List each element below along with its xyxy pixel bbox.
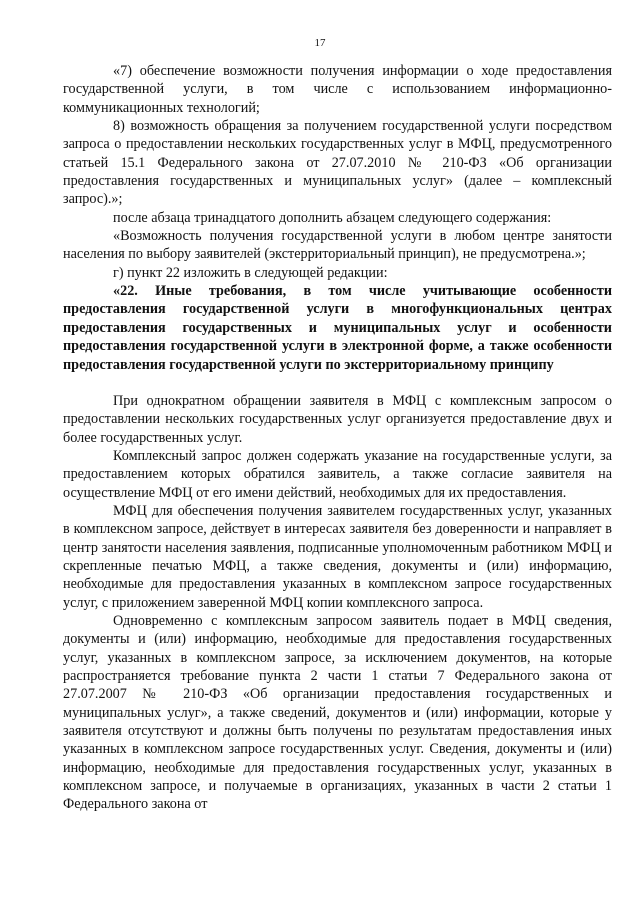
section-heading: «22. Иные требования, в том числе учитывающие особенности предоставления государственной услуги в многофункциональных центрах предоставления государственных и муниципальных услуг и особенности предоставления государственной услуги в электронной форме, а также особенности предоставления государственной услуги по экстерриториальному принципу xyxy=(63,283,612,373)
paragraph: г) пункт 22 изложить в следующей редакции: xyxy=(113,264,388,281)
paragraph: «Возможность получения государственной услуги в любом центре занятости населения по выбору заявителей (экстерриториальный принцип), не предусмотрена.»; xyxy=(63,228,612,263)
paragraph: Одновременно с комплексным запросом заявитель подает в МФЦ сведения, документы и (или) информацию, необходимые для предоставления государственных услуг, указанных в комплексном запросе, за исключением документов, на которые распространяется требование пункта 2 части 1 статьи 7 Федерального закона от 27.07.2007 № 210-ФЗ «Об организации предоставления государственных и муниципальных услуг», а также сведений, документов и (или) информации, которые у заявителя отсутствуют и должны быть получены по результатам предоставления иных указанных в комплексном запросе государственных услуг. Сведения, документы и (или) информацию, необходимые для предоставления государственных услуг, указанных в комплексном запросе, и получаемые в организациях, указанных в части 2 статьи 1 Федерального закона от xyxy=(63,612,612,813)
paragraph: МФЦ для обеспечения получения заявителем государственных услуг, указанных в комплексном запросе, действует в интересах заявителя без доверенности и направляет в центр занятости населения заявления, подписанные уполномоченным работником МФЦ и скрепленные печатью МФЦ, а также сведения, документы и (или) информацию, необходимые для предоставления указанных в комплексном запросе государственных услуг, с приложением заверенной МФЦ копии комплексного запроса. xyxy=(63,502,612,611)
paragraph: после абзаца тринадцатого дополнить абзацем следующего содержания: xyxy=(113,209,552,226)
paragraph: 8) возможность обращения за получением государственной услуги посредством запроса о предоставлении нескольких государственных услуг в МФЦ, предусмотренного статьей 15.1 Федерального закона от 27.07.2010 № 210-ФЗ «Об организации предоставления государственных и муниципальных услуг» (далее – комплексный запрос).»; xyxy=(63,118,612,208)
page-number: 17 xyxy=(314,37,326,49)
paragraph: Комплексный запрос должен содержать указание на государственные услуги, за предоставлением которых обратился заявитель, а также согласие заявителя на осуществление МФЦ от его имени действий, необходимых для их предоставления. xyxy=(63,447,612,501)
paragraph: При однократном обращении заявителя в МФЦ с комплексным запросом о предоставлении нескольких государственных услуг организуется предоставление двух и более государственных услуг. xyxy=(63,392,612,446)
document-text xyxy=(63,62,612,814)
paragraph: «7) обеспечение возможности получения информации о ходе предоставления государственной услуги, в том числе с использованием информационно-коммуникационных технологий; xyxy=(63,63,612,116)
